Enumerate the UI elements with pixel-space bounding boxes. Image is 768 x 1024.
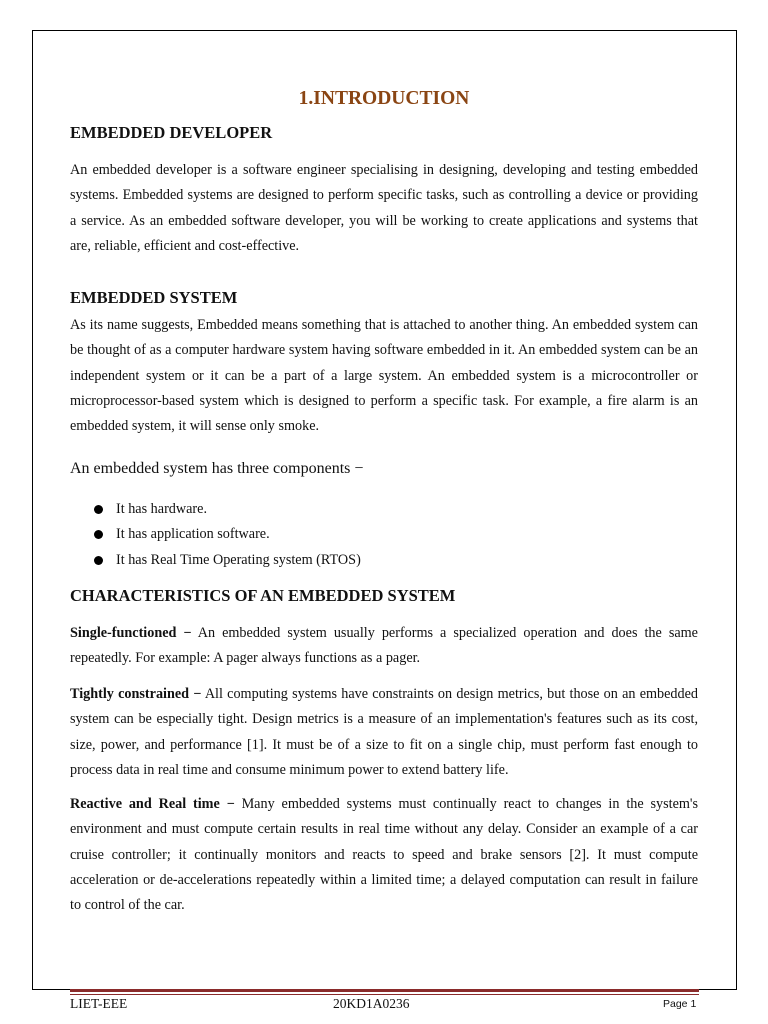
term-tightly-constrained: Tightly constrained −	[70, 686, 202, 702]
footer-rule	[70, 989, 699, 992]
list-item: It has application software.	[94, 522, 361, 547]
paragraph-tightly-constrained: Tightly constrained − All computing systems have constraints on design metrics, but those on an embedded system can be especially tight. Design metrics is a measure of an implementation's features such as its cost, size, power, and performance [1]. It must be of a size to fit on a single chip, must perform fast enough to process data in real time and consume minimum power to extend battery life.	[70, 686, 699, 778]
heading-characteristics: CHARACTERISTICS OF AN EMBEDDED SYSTEM	[70, 586, 456, 605]
footer-rule-thin	[70, 994, 699, 995]
paragraph-embedded-developer: An embedded developer is a software engineer specialising in designing, developing and testing embedded systems. Embedded systems are designed to perform specific tasks, such as controlling a device or providing a service. As an embedded software developer, you will be working to create applications and systems that are, reliable, efficient and cost-effective.	[70, 162, 698, 254]
heading-embedded-system: EMBEDDED SYSTEM	[70, 288, 238, 307]
heading-embedded-developer: EMBEDDED DEVELOPER	[70, 123, 273, 142]
components-intro: An embedded system has three components −	[70, 460, 364, 477]
term-reactive-real-time: Reactive and Real time −	[70, 796, 235, 812]
paragraph-single-functioned: Single-functioned − An embedded system usually performs a specialized operation and does the same repeatedly. For example: A pager always functions as a pager.	[70, 625, 698, 667]
list-item: It has hardware.	[94, 497, 361, 522]
bullet-icon	[94, 556, 103, 565]
page-title: 1.INTRODUCTION	[298, 88, 470, 109]
bullet-icon	[94, 530, 103, 539]
paragraph-embedded-system: As its name suggests, Embedded means something that is attached to another thing. An embedded system can be thought of as a computer hardware system having software embedded in it. An embedded system can be an independent system or it can be a part of a large system. An embedded system is a microcontroller or microprocessor-based system which is designed to perform a specific task. For example, a fire alarm is an embedded system, it will sense only smoke.	[70, 317, 698, 435]
components-list	[94, 497, 361, 573]
page-number: Page 1	[663, 998, 697, 1010]
footer-center: 20KD1A0236	[333, 996, 410, 1011]
paragraph-reactive-real-time: Reactive and Real time − Many embedded systems must continually react to changes in the system's environment and must compute certain results in real time without any delay. Consider an example of a car cruise controller; it continually monitors and reacts to speed and brake sensors [2]. It must compute acceleration or de-accelerations repeatedly within a limited time; a delayed computation can result in failure to control of the car.	[70, 796, 698, 914]
footer-left: LIET-EEE	[70, 996, 128, 1011]
bullet-icon	[94, 505, 103, 514]
term-single-functioned: Single-functioned −	[70, 625, 192, 641]
list-item: It has Real Time Operating system (RTOS)	[94, 548, 361, 573]
